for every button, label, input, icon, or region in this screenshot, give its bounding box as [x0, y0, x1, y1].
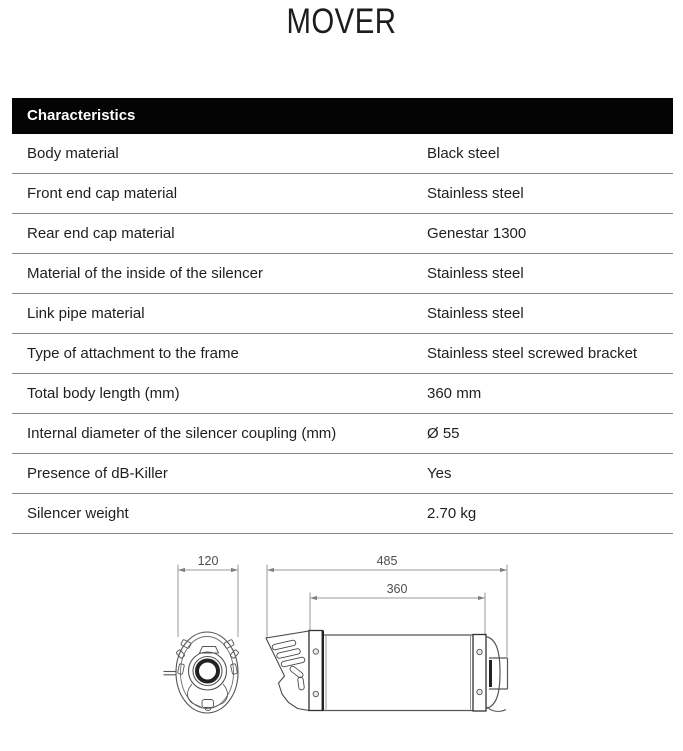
table-row: [12, 454, 673, 494]
silencer-front-view: [164, 632, 240, 713]
row-label: Total body length (mm): [27, 385, 180, 402]
dim-label-overall-length: 485: [376, 554, 398, 568]
row-value: Stainless steel: [427, 265, 524, 282]
table-row: [12, 294, 673, 334]
dim-label-front-width: 120: [197, 554, 219, 568]
technical-drawing: [0, 550, 683, 746]
dimension-arrows: [178, 568, 507, 600]
row-label: Type of attachment to the frame: [27, 345, 239, 362]
row-value: Yes: [427, 465, 452, 482]
table-row: [12, 414, 673, 454]
row-value: Stainless steel screwed bracket: [427, 345, 638, 362]
row-value: 2.70 kg: [427, 505, 477, 522]
silencer-drawing-svg: [0, 550, 683, 746]
row-value: 360 mm: [427, 385, 482, 402]
row-label: Rear end cap material: [27, 225, 175, 242]
row-label: Body material: [27, 145, 119, 162]
table-row: [12, 134, 673, 174]
silencer-side-view: [266, 631, 508, 712]
row-value: Black steel: [427, 145, 500, 162]
table-row: [12, 254, 673, 294]
row-label: Presence of dB-Killer: [27, 465, 168, 482]
row-value: Stainless steel: [427, 185, 524, 202]
table-row: [12, 334, 673, 374]
dimension-lines: [178, 565, 507, 658]
row-value: Stainless steel: [427, 305, 524, 322]
product-name: MOVER: [286, 2, 397, 41]
table-row: [12, 374, 673, 414]
row-label: Link pipe material: [27, 305, 145, 322]
characteristics-table: [12, 98, 673, 534]
row-value: Genestar 1300: [427, 225, 527, 242]
table-row: [12, 174, 673, 214]
row-label: Front end cap material: [27, 185, 178, 202]
dim-label-body-length: 360: [386, 582, 408, 596]
row-label: Internal diameter of the silencer coupling (mm): [27, 425, 337, 442]
row-label: Material of the inside of the silencer: [27, 265, 263, 282]
row-value: Ø 55: [427, 425, 460, 442]
row-label: Silencer weight: [27, 505, 129, 522]
table-row: [12, 494, 673, 534]
page-title: [0, 2, 683, 42]
table-row: [12, 214, 673, 254]
table-header: Characteristics: [12, 98, 673, 134]
